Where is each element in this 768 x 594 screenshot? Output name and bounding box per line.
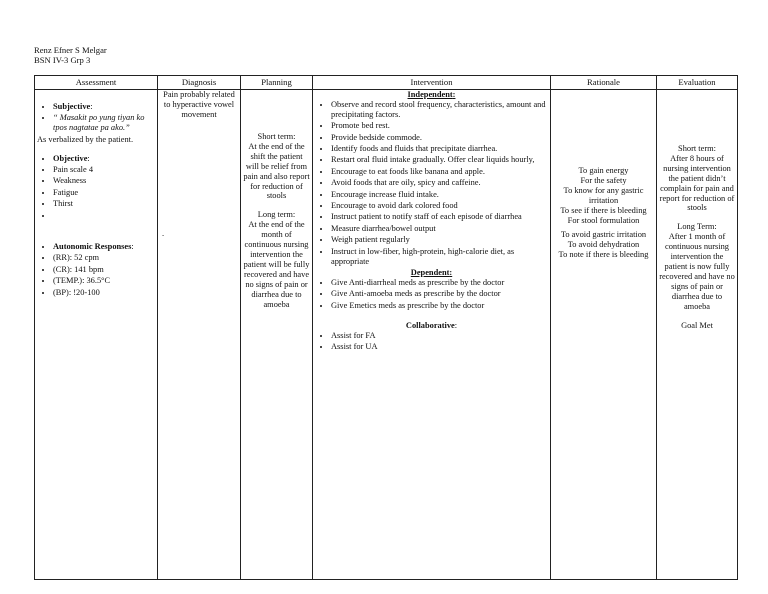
planning-short-text: At the end of the shift the patient will be relief from pain and also report for reduction of stools bbox=[243, 141, 310, 201]
rationale-line: To note if there is bleeding bbox=[558, 250, 649, 260]
rationale-line: To see if there is bleeding bbox=[560, 205, 647, 215]
table-header-row bbox=[35, 76, 738, 90]
list-item: • Encourage to eat foods like banana and apple. bbox=[331, 167, 548, 177]
list-item: • (CR): 141 bpm bbox=[53, 265, 155, 275]
rationale-line: For the safety bbox=[580, 175, 627, 185]
author-section: BSN IV-3 Grp 3 bbox=[34, 54, 91, 65]
planning-cell bbox=[241, 90, 313, 580]
list-item: • Instruct patient to notify staff of each episode of diarrhea bbox=[331, 212, 548, 222]
collaborative-label: Collaborative: bbox=[405, 321, 458, 331]
dependent-label: Dependent: bbox=[410, 268, 453, 277]
rationale-line: To know for any gastric irritation bbox=[563, 185, 644, 205]
planning-long-label: Long term: bbox=[257, 210, 296, 220]
list-item: • Give Anti-amoeba meds as prescribe by the doctor bbox=[331, 289, 548, 299]
objective-item: • Objective: bbox=[53, 154, 155, 164]
diagnosis-mark: . bbox=[162, 229, 165, 238]
list-item: • Weakness bbox=[53, 176, 155, 186]
list-item: • Measure diarrhea/bowel output bbox=[331, 224, 548, 234]
autonomic-label: Autonomic Responses bbox=[53, 242, 132, 252]
nursing-care-plan-table bbox=[34, 75, 738, 580]
independent-label: Independent: bbox=[407, 90, 456, 99]
list-item: • (BP): !20-100 bbox=[53, 288, 155, 298]
evaluation-short-text: After 8 hours of nursing intervention the patient didn’t complain for pain and report for reduction of stools bbox=[659, 153, 735, 213]
diagnosis-text: Pain probably related to hyperactive vowel movement bbox=[163, 90, 235, 119]
header-evaluation: Evaluation bbox=[657, 76, 738, 90]
list-item: • Pain scale 4 bbox=[53, 165, 155, 175]
subjective-quote-item bbox=[53, 113, 155, 133]
table-row bbox=[35, 90, 738, 580]
evaluation-short-label: Short term: bbox=[678, 144, 716, 153]
rationale-line: To gain energy bbox=[578, 166, 629, 175]
planning-long-text: At the end of the month of continuous nursing intervention the patient will be fully recovered and have no signs of pain or diarrhea due to amoeba bbox=[243, 220, 310, 309]
list-item: • Assist for UA bbox=[331, 342, 548, 352]
header-rationale: Rationale bbox=[551, 76, 657, 90]
header-diagnosis: Diagnosis bbox=[158, 76, 241, 90]
subjective-label: Subjective bbox=[53, 102, 91, 111]
list-item: • Encourage increase fluid intake. bbox=[331, 190, 548, 200]
rationale-line: For stool formulation bbox=[567, 215, 640, 225]
rationale-line: To avoid gastric irritation bbox=[560, 230, 647, 240]
list-item: • Avoid foods that are oily, spicy and caffeine. bbox=[331, 178, 548, 188]
list-item: • Promote bed rest. bbox=[331, 121, 548, 131]
assessment-cell bbox=[35, 90, 158, 580]
diagnosis-cell bbox=[158, 90, 241, 580]
author-block bbox=[34, 46, 107, 66]
list-item: • Thirst bbox=[53, 199, 155, 209]
evaluation-cell bbox=[657, 90, 738, 580]
author-name: Renz Efner S Melgar bbox=[34, 45, 107, 55]
objective-label: Objective bbox=[53, 153, 88, 163]
list-item bbox=[53, 211, 155, 221]
list-item: • Instruct in low-fiber, high-protein, high-calorie diet, as appropriate bbox=[331, 247, 548, 267]
header-intervention: Intervention bbox=[313, 76, 551, 90]
subjective-quote: “ Masakit po yung tiyan ko tpos nagtatae pa ako.” bbox=[53, 113, 145, 133]
evaluation-long-label: Long Term: bbox=[677, 222, 717, 232]
rationale-line: To avoid dehydration bbox=[567, 240, 640, 250]
subjective-suffix: As verbalized by the patient. bbox=[37, 134, 134, 144]
intervention-cell bbox=[313, 90, 551, 580]
header-planning: Planning bbox=[241, 76, 313, 90]
header-assessment: Assessment bbox=[35, 76, 158, 90]
planning-short-label: Short term: bbox=[257, 132, 296, 141]
list-item: • Give Anti-diarrheal meds as prescribe by the doctor bbox=[331, 278, 548, 288]
evaluation-long-text: After 1 month of continuous nursing intervention the patient is now fully recovered and have no signs of pain or diarrhea due to amoeba bbox=[659, 232, 735, 311]
list-item: • Give Emetics meds as prescribe by the doctor bbox=[331, 301, 548, 311]
subjective-item: • Subjective: bbox=[53, 102, 155, 112]
rationale-cell bbox=[551, 90, 657, 580]
list-item: • Encourage to avoid dark colored food bbox=[331, 201, 548, 211]
list-item: • Fatigue bbox=[53, 188, 155, 198]
list-item: • Identify foods and fluids that precipitate diarrhea. bbox=[331, 144, 548, 154]
list-item: • Observe and record stool frequency, characteristics, amount and precipitating factors. bbox=[331, 100, 548, 120]
list-item: • Assist for FA bbox=[331, 331, 548, 341]
autonomic-item: • Autonomic Responses: bbox=[53, 242, 155, 252]
list-item: • (RR): 52 cpm bbox=[53, 253, 155, 263]
evaluation-goal: Goal Met bbox=[681, 320, 713, 330]
list-item: • Weigh patient regularly bbox=[331, 235, 548, 245]
list-item: • Provide bedside commode. bbox=[331, 133, 548, 143]
list-item: • Restart oral fluid intake gradually. Offer clear liquids hourly, bbox=[331, 155, 548, 165]
list-item: • (TEMP.): 36.5°C bbox=[53, 276, 155, 286]
